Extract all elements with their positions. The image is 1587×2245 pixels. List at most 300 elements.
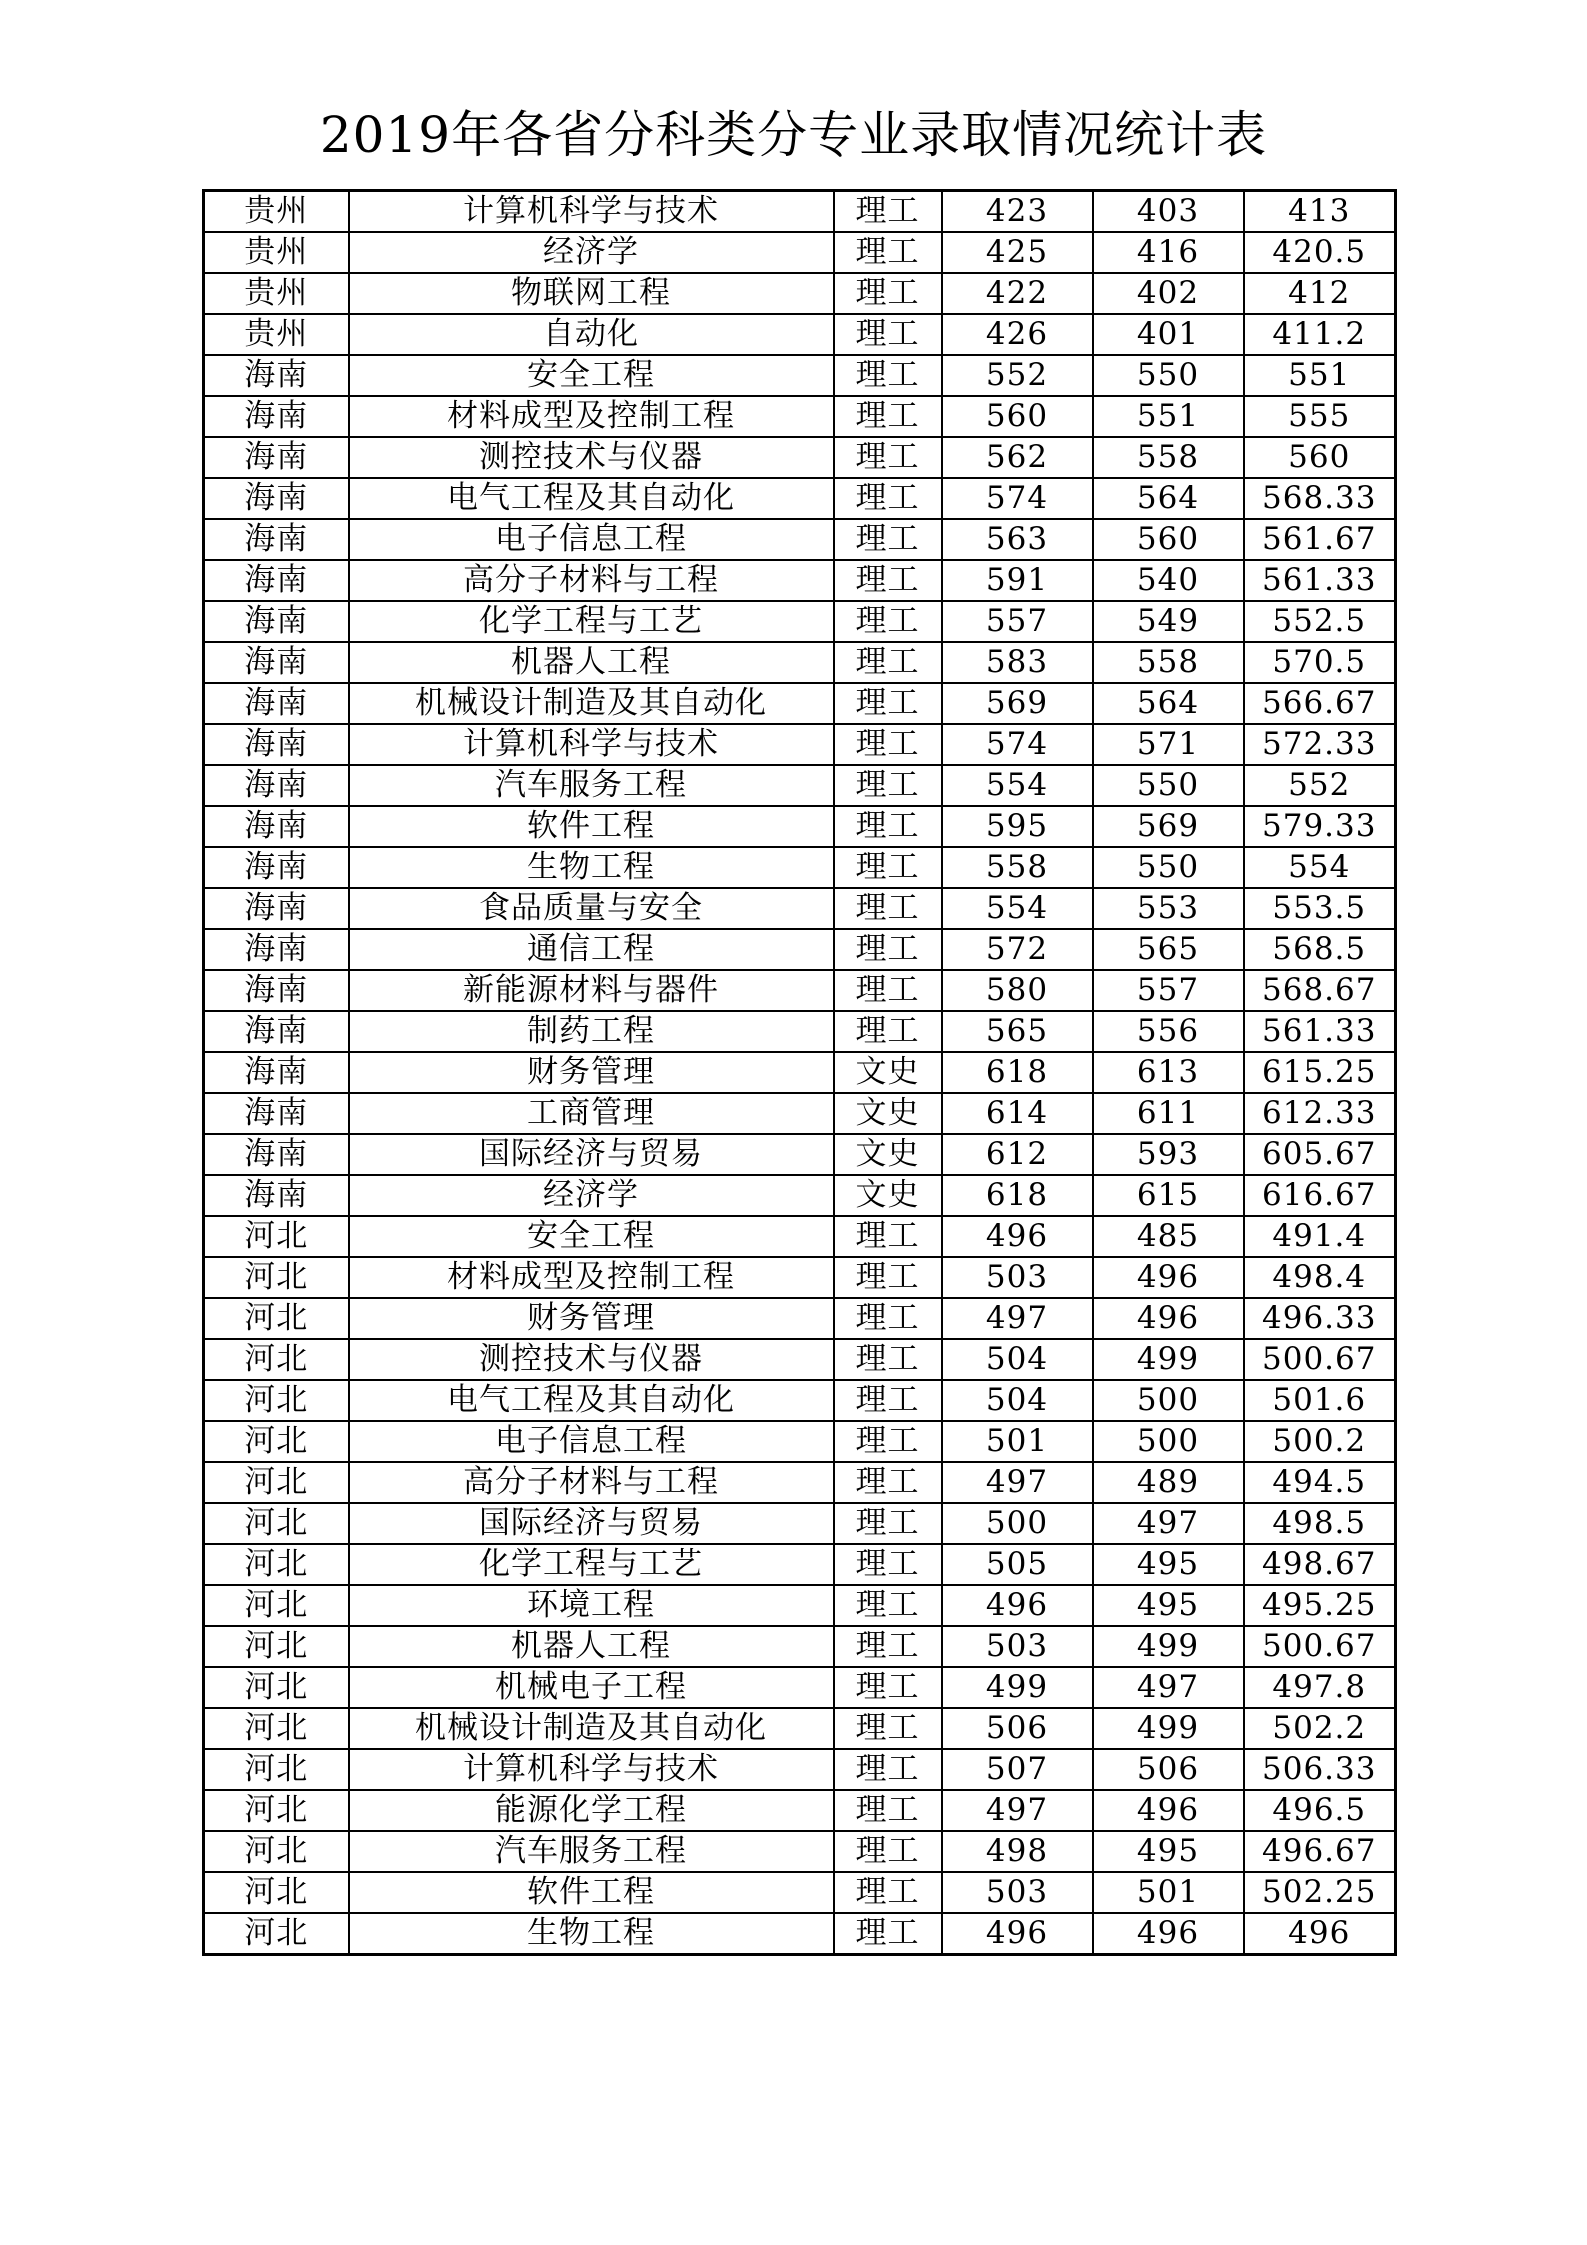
avg-score-cell: 551	[1244, 355, 1396, 396]
avg-score-cell: 506.33	[1244, 1749, 1396, 1790]
province-cell: 海南	[204, 724, 349, 765]
table-row	[204, 1585, 1396, 1626]
table-row	[204, 1667, 1396, 1708]
min-score-cell: 615	[1093, 1175, 1244, 1216]
province-cell: 海南	[204, 929, 349, 970]
subject-cell: 理工	[834, 1790, 942, 1831]
subject-cell: 理工	[834, 560, 942, 601]
min-score-cell: 564	[1093, 683, 1244, 724]
subject-cell: 理工	[834, 1544, 942, 1585]
subject-cell: 理工	[834, 683, 942, 724]
min-score-cell: 558	[1093, 642, 1244, 683]
province-cell: 河北	[204, 1749, 349, 1790]
subject-cell: 文史	[834, 1052, 942, 1093]
table-row	[204, 1790, 1396, 1831]
major-cell: 化学工程与工艺	[349, 1544, 834, 1585]
subject-cell: 理工	[834, 1831, 942, 1872]
major-cell: 国际经济与贸易	[349, 1134, 834, 1175]
max-score-cell: 558	[942, 847, 1093, 888]
min-score-cell: 549	[1093, 601, 1244, 642]
subject-cell: 理工	[834, 847, 942, 888]
max-score-cell: 503	[942, 1626, 1093, 1667]
avg-score-cell: 491.4	[1244, 1216, 1396, 1257]
max-score-cell: 552	[942, 355, 1093, 396]
province-cell: 河北	[204, 1544, 349, 1585]
avg-score-cell: 500.2	[1244, 1421, 1396, 1462]
table-row	[204, 355, 1396, 396]
major-cell: 测控技术与仪器	[349, 437, 834, 478]
subject-cell: 理工	[834, 1257, 942, 1298]
major-cell: 高分子材料与工程	[349, 560, 834, 601]
subject-cell: 理工	[834, 806, 942, 847]
avg-score-cell: 553.5	[1244, 888, 1396, 929]
major-cell: 机器人工程	[349, 642, 834, 683]
avg-score-cell: 615.25	[1244, 1052, 1396, 1093]
table-row	[204, 1421, 1396, 1462]
min-score-cell: 571	[1093, 724, 1244, 765]
major-cell: 安全工程	[349, 1216, 834, 1257]
subject-cell: 理工	[834, 1503, 942, 1544]
major-cell: 软件工程	[349, 1872, 834, 1913]
major-cell: 高分子材料与工程	[349, 1462, 834, 1503]
major-cell: 计算机科学与技术	[349, 191, 834, 233]
max-score-cell: 560	[942, 396, 1093, 437]
province-cell: 海南	[204, 560, 349, 601]
admission-table	[202, 189, 1397, 1956]
major-cell: 财务管理	[349, 1052, 834, 1093]
province-cell: 海南	[204, 970, 349, 1011]
min-score-cell: 593	[1093, 1134, 1244, 1175]
subject-cell: 理工	[834, 1708, 942, 1749]
province-cell: 海南	[204, 642, 349, 683]
max-score-cell: 574	[942, 724, 1093, 765]
min-score-cell: 506	[1093, 1749, 1244, 1790]
province-cell: 河北	[204, 1257, 349, 1298]
max-score-cell: 563	[942, 519, 1093, 560]
min-score-cell: 496	[1093, 1790, 1244, 1831]
province-cell: 海南	[204, 888, 349, 929]
major-cell: 新能源材料与器件	[349, 970, 834, 1011]
min-score-cell: 495	[1093, 1544, 1244, 1585]
province-cell: 海南	[204, 478, 349, 519]
max-score-cell: 507	[942, 1749, 1093, 1790]
avg-score-cell: 568.33	[1244, 478, 1396, 519]
province-cell: 河北	[204, 1585, 349, 1626]
max-score-cell: 503	[942, 1872, 1093, 1913]
max-score-cell: 595	[942, 806, 1093, 847]
avg-score-cell: 616.67	[1244, 1175, 1396, 1216]
table-row	[204, 478, 1396, 519]
major-cell: 经济学	[349, 232, 834, 273]
max-score-cell: 554	[942, 765, 1093, 806]
avg-score-cell: 498.4	[1244, 1257, 1396, 1298]
major-cell: 物联网工程	[349, 273, 834, 314]
province-cell: 海南	[204, 519, 349, 560]
subject-cell: 理工	[834, 970, 942, 1011]
major-cell: 电子信息工程	[349, 1421, 834, 1462]
max-score-cell: 497	[942, 1462, 1093, 1503]
subject-cell: 理工	[834, 396, 942, 437]
min-score-cell: 565	[1093, 929, 1244, 970]
province-cell: 河北	[204, 1667, 349, 1708]
min-score-cell: 551	[1093, 396, 1244, 437]
avg-score-cell: 605.67	[1244, 1134, 1396, 1175]
major-cell: 测控技术与仪器	[349, 1339, 834, 1380]
table-row	[204, 1175, 1396, 1216]
table-row	[204, 1749, 1396, 1790]
avg-score-cell: 497.8	[1244, 1667, 1396, 1708]
subject-cell: 理工	[834, 1298, 942, 1339]
subject-cell: 理工	[834, 191, 942, 233]
subject-cell: 理工	[834, 888, 942, 929]
min-score-cell: 496	[1093, 1298, 1244, 1339]
major-cell: 机械电子工程	[349, 1667, 834, 1708]
major-cell: 计算机科学与技术	[349, 1749, 834, 1790]
province-cell: 贵州	[204, 273, 349, 314]
avg-score-cell: 570.5	[1244, 642, 1396, 683]
subject-cell: 理工	[834, 1380, 942, 1421]
min-score-cell: 558	[1093, 437, 1244, 478]
subject-cell: 理工	[834, 1585, 942, 1626]
subject-cell: 理工	[834, 519, 942, 560]
min-score-cell: 550	[1093, 355, 1244, 396]
subject-cell: 理工	[834, 1421, 942, 1462]
table-row	[204, 1298, 1396, 1339]
table-row	[204, 765, 1396, 806]
max-score-cell: 565	[942, 1011, 1093, 1052]
table-row	[204, 1872, 1396, 1913]
subject-cell: 理工	[834, 1872, 942, 1913]
min-score-cell: 495	[1093, 1831, 1244, 1872]
max-score-cell: 574	[942, 478, 1093, 519]
subject-cell: 理工	[834, 601, 942, 642]
major-cell: 工商管理	[349, 1093, 834, 1134]
max-score-cell: 591	[942, 560, 1093, 601]
min-score-cell: 495	[1093, 1585, 1244, 1626]
max-score-cell: 505	[942, 1544, 1093, 1585]
avg-score-cell: 496.33	[1244, 1298, 1396, 1339]
subject-cell: 理工	[834, 1913, 942, 1955]
province-cell: 海南	[204, 601, 349, 642]
province-cell: 河北	[204, 1339, 349, 1380]
table-row	[204, 273, 1396, 314]
avg-score-cell: 579.33	[1244, 806, 1396, 847]
avg-score-cell: 552.5	[1244, 601, 1396, 642]
major-cell: 生物工程	[349, 1913, 834, 1955]
table-row	[204, 1093, 1396, 1134]
subject-cell: 理工	[834, 355, 942, 396]
max-score-cell: 497	[942, 1790, 1093, 1831]
province-cell: 河北	[204, 1421, 349, 1462]
province-cell: 贵州	[204, 232, 349, 273]
avg-score-cell: 572.33	[1244, 724, 1396, 765]
table-row	[204, 1462, 1396, 1503]
max-score-cell: 583	[942, 642, 1093, 683]
major-cell: 汽车服务工程	[349, 765, 834, 806]
min-score-cell: 402	[1093, 273, 1244, 314]
province-cell: 海南	[204, 396, 349, 437]
max-score-cell: 422	[942, 273, 1093, 314]
major-cell: 自动化	[349, 314, 834, 355]
table-row	[204, 1339, 1396, 1380]
province-cell: 河北	[204, 1913, 349, 1955]
avg-score-cell: 568.5	[1244, 929, 1396, 970]
max-score-cell: 498	[942, 1831, 1093, 1872]
major-cell: 安全工程	[349, 355, 834, 396]
table-row	[204, 1134, 1396, 1175]
table-row	[204, 1052, 1396, 1093]
avg-score-cell: 612.33	[1244, 1093, 1396, 1134]
page-title: 2019年各省分科类分专业录取情况统计表	[319, 106, 1268, 164]
avg-score-cell: 502.25	[1244, 1872, 1396, 1913]
avg-score-cell: 413	[1244, 191, 1396, 233]
max-score-cell: 506	[942, 1708, 1093, 1749]
major-cell: 机器人工程	[349, 1626, 834, 1667]
subject-cell: 理工	[834, 765, 942, 806]
subject-cell: 理工	[834, 1462, 942, 1503]
avg-score-cell: 500.67	[1244, 1339, 1396, 1380]
major-cell: 生物工程	[349, 847, 834, 888]
subject-cell: 理工	[834, 1749, 942, 1790]
min-score-cell: 540	[1093, 560, 1244, 601]
subject-cell: 文史	[834, 1134, 942, 1175]
max-score-cell: 562	[942, 437, 1093, 478]
province-cell: 贵州	[204, 191, 349, 233]
province-cell: 海南	[204, 1093, 349, 1134]
max-score-cell: 425	[942, 232, 1093, 273]
table-row	[204, 1626, 1396, 1667]
subject-cell: 理工	[834, 232, 942, 273]
avg-score-cell: 502.2	[1244, 1708, 1396, 1749]
table-row	[204, 1544, 1396, 1585]
min-score-cell: 556	[1093, 1011, 1244, 1052]
subject-cell: 理工	[834, 1011, 942, 1052]
max-score-cell: 612	[942, 1134, 1093, 1175]
avg-score-cell: 552	[1244, 765, 1396, 806]
table-row	[204, 642, 1396, 683]
major-cell: 化学工程与工艺	[349, 601, 834, 642]
province-cell: 河北	[204, 1462, 349, 1503]
avg-score-cell: 495.25	[1244, 1585, 1396, 1626]
table-row	[204, 1913, 1396, 1955]
province-cell: 海南	[204, 765, 349, 806]
min-score-cell: 553	[1093, 888, 1244, 929]
table-body	[204, 191, 1396, 1955]
avg-score-cell: 555	[1244, 396, 1396, 437]
max-score-cell: 496	[942, 1913, 1093, 1955]
province-cell: 河北	[204, 1626, 349, 1667]
min-score-cell: 500	[1093, 1380, 1244, 1421]
min-score-cell: 611	[1093, 1093, 1244, 1134]
province-cell: 河北	[204, 1298, 349, 1339]
table-row	[204, 519, 1396, 560]
table-row	[204, 1831, 1396, 1872]
min-score-cell: 499	[1093, 1708, 1244, 1749]
avg-score-cell: 496.5	[1244, 1790, 1396, 1831]
major-cell: 财务管理	[349, 1298, 834, 1339]
max-score-cell: 496	[942, 1216, 1093, 1257]
avg-score-cell: 412	[1244, 273, 1396, 314]
min-score-cell: 485	[1093, 1216, 1244, 1257]
max-score-cell: 499	[942, 1667, 1093, 1708]
avg-score-cell: 500.67	[1244, 1626, 1396, 1667]
subject-cell: 理工	[834, 478, 942, 519]
max-score-cell: 618	[942, 1052, 1093, 1093]
subject-cell: 理工	[834, 1216, 942, 1257]
province-cell: 海南	[204, 847, 349, 888]
province-cell: 河北	[204, 1380, 349, 1421]
max-score-cell: 580	[942, 970, 1093, 1011]
province-cell: 海南	[204, 355, 349, 396]
min-score-cell: 560	[1093, 519, 1244, 560]
max-score-cell: 423	[942, 191, 1093, 233]
max-score-cell: 618	[942, 1175, 1093, 1216]
min-score-cell: 499	[1093, 1626, 1244, 1667]
table-row	[204, 1380, 1396, 1421]
province-cell: 河北	[204, 1503, 349, 1544]
table-row	[204, 847, 1396, 888]
subject-cell: 理工	[834, 1626, 942, 1667]
province-cell: 海南	[204, 1052, 349, 1093]
max-score-cell: 500	[942, 1503, 1093, 1544]
min-score-cell: 501	[1093, 1872, 1244, 1913]
subject-cell: 理工	[834, 314, 942, 355]
major-cell: 电气工程及其自动化	[349, 478, 834, 519]
subject-cell: 理工	[834, 1339, 942, 1380]
max-score-cell: 504	[942, 1339, 1093, 1380]
min-score-cell: 550	[1093, 847, 1244, 888]
major-cell: 经济学	[349, 1175, 834, 1216]
major-cell: 材料成型及控制工程	[349, 396, 834, 437]
min-score-cell: 499	[1093, 1339, 1244, 1380]
province-cell: 河北	[204, 1790, 349, 1831]
table-row	[204, 437, 1396, 478]
max-score-cell: 572	[942, 929, 1093, 970]
max-score-cell: 569	[942, 683, 1093, 724]
subject-cell: 理工	[834, 437, 942, 478]
table-row	[204, 191, 1396, 233]
table-row	[204, 1708, 1396, 1749]
subject-cell: 理工	[834, 642, 942, 683]
subject-cell: 理工	[834, 273, 942, 314]
min-score-cell: 497	[1093, 1503, 1244, 1544]
table-row	[204, 1011, 1396, 1052]
avg-score-cell: 560	[1244, 437, 1396, 478]
avg-score-cell: 501.6	[1244, 1380, 1396, 1421]
min-score-cell: 500	[1093, 1421, 1244, 1462]
max-score-cell: 426	[942, 314, 1093, 355]
table-row	[204, 970, 1396, 1011]
major-cell: 汽车服务工程	[349, 1831, 834, 1872]
max-score-cell: 557	[942, 601, 1093, 642]
avg-score-cell: 496.67	[1244, 1831, 1396, 1872]
avg-score-cell: 566.67	[1244, 683, 1396, 724]
subject-cell: 文史	[834, 1175, 942, 1216]
avg-score-cell: 411.2	[1244, 314, 1396, 355]
max-score-cell: 496	[942, 1585, 1093, 1626]
table-row	[204, 1257, 1396, 1298]
major-cell: 机械设计制造及其自动化	[349, 1708, 834, 1749]
table-row	[204, 232, 1396, 273]
table-row	[204, 888, 1396, 929]
table-row	[204, 560, 1396, 601]
major-cell: 电气工程及其自动化	[349, 1380, 834, 1421]
table-row	[204, 806, 1396, 847]
subject-cell: 理工	[834, 724, 942, 765]
province-cell: 海南	[204, 806, 349, 847]
subject-cell: 理工	[834, 929, 942, 970]
major-cell: 计算机科学与技术	[349, 724, 834, 765]
province-cell: 海南	[204, 1134, 349, 1175]
min-score-cell: 569	[1093, 806, 1244, 847]
min-score-cell: 416	[1093, 232, 1244, 273]
max-score-cell: 497	[942, 1298, 1093, 1339]
max-score-cell: 504	[942, 1380, 1093, 1421]
avg-score-cell: 494.5	[1244, 1462, 1396, 1503]
major-cell: 食品质量与安全	[349, 888, 834, 929]
major-cell: 环境工程	[349, 1585, 834, 1626]
table-row	[204, 929, 1396, 970]
province-cell: 河北	[204, 1872, 349, 1913]
max-score-cell: 614	[942, 1093, 1093, 1134]
avg-score-cell: 498.67	[1244, 1544, 1396, 1585]
avg-score-cell: 498.5	[1244, 1503, 1396, 1544]
max-score-cell: 503	[942, 1257, 1093, 1298]
major-cell: 通信工程	[349, 929, 834, 970]
min-score-cell: 613	[1093, 1052, 1244, 1093]
table-row	[204, 683, 1396, 724]
min-score-cell: 564	[1093, 478, 1244, 519]
min-score-cell: 489	[1093, 1462, 1244, 1503]
table-row	[204, 396, 1396, 437]
min-score-cell: 496	[1093, 1913, 1244, 1955]
max-score-cell: 501	[942, 1421, 1093, 1462]
table-row	[204, 724, 1396, 765]
subject-cell: 理工	[834, 1667, 942, 1708]
min-score-cell: 496	[1093, 1257, 1244, 1298]
province-cell: 海南	[204, 437, 349, 478]
province-cell: 河北	[204, 1708, 349, 1749]
major-cell: 软件工程	[349, 806, 834, 847]
major-cell: 材料成型及控制工程	[349, 1257, 834, 1298]
table-row	[204, 1503, 1396, 1544]
province-cell: 海南	[204, 683, 349, 724]
avg-score-cell: 561.33	[1244, 560, 1396, 601]
major-cell: 国际经济与贸易	[349, 1503, 834, 1544]
avg-score-cell: 561.33	[1244, 1011, 1396, 1052]
province-cell: 贵州	[204, 314, 349, 355]
table-row	[204, 314, 1396, 355]
major-cell: 机械设计制造及其自动化	[349, 683, 834, 724]
min-score-cell: 557	[1093, 970, 1244, 1011]
province-cell: 海南	[204, 1175, 349, 1216]
table-row	[204, 601, 1396, 642]
max-score-cell: 554	[942, 888, 1093, 929]
avg-score-cell: 561.67	[1244, 519, 1396, 560]
major-cell: 电子信息工程	[349, 519, 834, 560]
min-score-cell: 550	[1093, 765, 1244, 806]
min-score-cell: 401	[1093, 314, 1244, 355]
major-cell: 制药工程	[349, 1011, 834, 1052]
avg-score-cell: 420.5	[1244, 232, 1396, 273]
min-score-cell: 497	[1093, 1667, 1244, 1708]
province-cell: 河北	[204, 1216, 349, 1257]
table-row	[204, 1216, 1396, 1257]
province-cell: 海南	[204, 1011, 349, 1052]
avg-score-cell: 568.67	[1244, 970, 1396, 1011]
major-cell: 能源化学工程	[349, 1790, 834, 1831]
subject-cell: 文史	[834, 1093, 942, 1134]
